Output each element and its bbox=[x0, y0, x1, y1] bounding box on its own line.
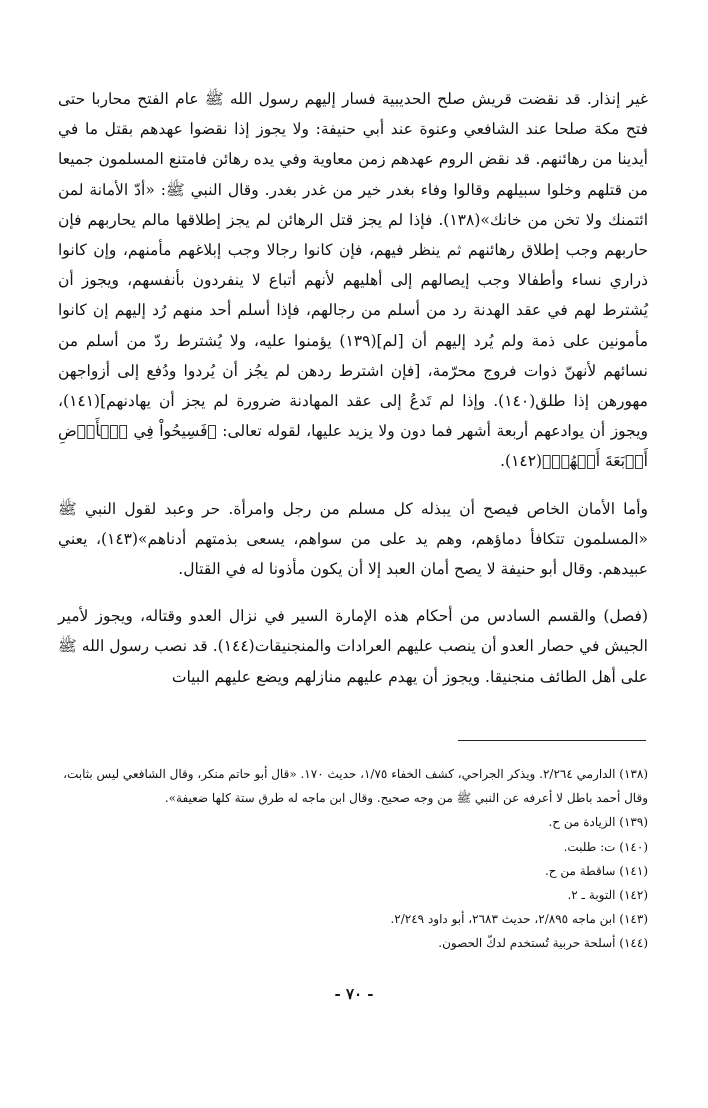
footnote-138: (١٣٨) الدارمي ٢/٢٦٤. ويذكر الجراحي، كشف الخفاء ١/٧٥، حديث ١٧٠. «قال أبو حاتم منكر، وقال الشافعي ليس بثابت، وقال أحمد باطل لا أعرفه عن النبي ﷺ من وجه صحيح. وقال ابن ماجه له طرق ستة كلها ضعيفة». bbox=[63, 767, 648, 806]
page-number: - ٧٠ - bbox=[334, 985, 374, 1003]
paragraph-hostages: غير إنذار. قد نقضت قريش صلح الحديبية فسار إليهم رسول الله ﷺ عام الفتح محاربا حتى فتح مكة صلحا عند الشافعي وعنوة عند أبي حنيفة: ولا يجوز إذا نقضوا عهدهم بقتل ما في أيدينا من رهائنهم. قد نقض الروم عهدهم زمن معاوية وفي يده رهائن فامتنع المسلمون جميعا من قتلهم وخلوا سبيلهم وقالوا وفاء بغدر خير من غدر بغدر. وقال النبي ﷺ: «أدّ الأمانة لمن ائتمنك ولا تخن من خانك»(١٣٨). فإذا لم يجز قتل الرهائن لم يجز إطلاقها مالم يحاربهم فإن حاربهم وجب إطلاق رهائنهم ثم ينظر فيهم، فإن كانوا رجالا وجب إبلاغهم مأمنهم، وإن كانوا ذراري نساء وأطفالا وجب إيصالهم إلى أهليهم لأنهم أتباع لا ينفردون بأنفسهم، ويجوز أن يُشترط لهم في عقد الهدنة رد من أسلم من رجالهم، فإذا أسلم أحد منهم رُد إليهم إن كانوا مأمونين على ذمة ولم يُرد إليهم أن [لم](١٣٩) يؤمنوا عليه، ولا يُشترط ردّ من أسلم من نسائهم لأنهنّ ذوات فروج محرّمة، [فإن اشترط ردهن لم يجُز أن يُردوا ودُفع إلى أزواجهن مهورهن إذا طلق(١٤٠). وإذا لم تَدعُ إلى عقد المهادنة ضرورة لم يجز أن يهادنهم](١٤١)، ويجوز أن يوادعهم أربعة أشهر فما دون ولا يزيد عليها، لقوله تعالى: ﴿فَسِيحُواْ فِي ٱلۡأَرۡضِ أَرۡبَعَةَ أَشۡهُرٖ﴾(١٤٢). bbox=[58, 90, 649, 471]
footnote-139: (١٣٩) الزيادة من ح. bbox=[548, 815, 648, 830]
footnote-144: (١٤٤) أسلحة حربية تُستخدم لدكّ الحصون. bbox=[438, 936, 648, 951]
main-text bbox=[58, 84, 648, 692]
footnote-141: (١٤١) ساقطة من ح. bbox=[544, 863, 648, 878]
footnote-142: (١٤٢) التوبة ـ ٢. bbox=[567, 888, 648, 903]
footnote-divider bbox=[458, 740, 646, 741]
footnote-143: (١٤٣) ابن ماجه ٢/٨٩٥، حديث ٢٦٨٣، أبو داود ٢/٢٤٩. bbox=[390, 912, 648, 927]
footnotes bbox=[58, 762, 648, 956]
paragraph-safe-conduct: وأما الأمان الخاص فيصح أن يبذله كل مسلم من رجل وامرأة. حر وعبد لقول النبي ﷺ «المسلمون تتكافأ دماؤهم، وهم يد على من سواهم، يسعى بذمتهم أدناهم»(١٤٣)، يعني عبيدهم. وقال أبو حنيفة لا يصح أمان العبد إلا أن يكون مأذونا له في القتال. bbox=[58, 499, 648, 579]
footnote-140: (١٤٠) ت: طلبت. bbox=[563, 839, 648, 854]
paragraph-section-six: (فصل) والقسم السادس من أحكام هذه الإمارة السير في نزال العدو وقتاله، ويجوز لأمير الجيش في حصار العدو أن ينصب عليهم العرادات والمنجنيقات(١٤٤). قد نصب رسول الله ﷺ على أهل الطائف منجنيقا. ويجوز أن يهدم عليهم منازلهم ويضع عليهم البيات bbox=[58, 607, 648, 686]
